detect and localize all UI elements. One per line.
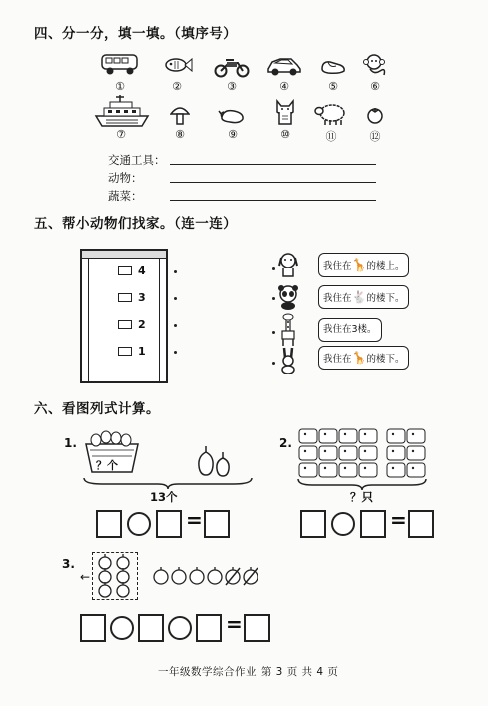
category-animals-label: 动物：: [108, 171, 143, 185]
p3-operator-circle-1[interactable]: [110, 616, 134, 640]
category-animals-line[interactable]: [170, 182, 376, 183]
category-vehicles-line[interactable]: [170, 164, 376, 165]
p1-answer-box-3[interactable]: [204, 510, 230, 538]
panda-speech-bubble: 我住在🐇的楼下。: [318, 285, 409, 309]
problem-1-brace: [82, 476, 254, 490]
category-vegetables-label: 蔬菜：: [108, 189, 143, 203]
item-label-9: ⑨: [228, 128, 238, 141]
floor-4-dot[interactable]: [174, 270, 177, 273]
apple-group-icon: [93, 553, 137, 599]
van-icon: [100, 52, 140, 76]
p3-operator-circle-2[interactable]: [168, 616, 192, 640]
floor-3-label: 3: [138, 291, 146, 304]
car-icon: [266, 55, 302, 77]
monkey-icon: [362, 53, 388, 77]
p1-answer-box-2[interactable]: [156, 510, 182, 538]
problem-1-number: 1.: [64, 436, 77, 450]
item-label-8: ⑧: [175, 128, 185, 141]
floor-1-label: 1: [138, 345, 146, 358]
item-label-6: ⑥: [370, 80, 380, 93]
eggplant-icon: [218, 105, 246, 125]
rabbit-dot[interactable]: [272, 362, 275, 365]
dog-icon: [276, 252, 300, 278]
floor-2-label: 2: [138, 318, 146, 331]
total-label: 13个: [150, 490, 178, 504]
sheep-icon: [314, 102, 348, 126]
p2-equals-sign: =: [390, 508, 407, 532]
slipper-icon: [320, 57, 346, 75]
basket-unknown-label: ？个: [96, 459, 118, 472]
p3-answer-box-2[interactable]: [138, 614, 164, 642]
p3-answer-box-1[interactable]: [80, 614, 106, 642]
mushroom-icon: [170, 104, 190, 126]
section6-heading: 六、看图列式计算。: [34, 401, 160, 417]
floor-1-dot[interactable]: [174, 351, 177, 354]
section4-heading: 四、分一分，填一填。（填序号）: [34, 26, 238, 42]
floor-3-door-icon: [118, 293, 132, 302]
floor-3-dot[interactable]: [174, 297, 177, 300]
dog-speech-bubble: 我住在🦒的楼上。: [318, 253, 409, 277]
rabbit-speech-bubble: 我住在🦒的楼下。: [318, 346, 409, 370]
panda-icon: [276, 284, 300, 310]
p1-answer-box-1[interactable]: [96, 510, 122, 538]
tomato-icon: [366, 106, 384, 124]
p2-answer-box-1[interactable]: [300, 510, 326, 538]
puppy-grid-left: [298, 428, 378, 482]
cat-icon: [274, 98, 296, 126]
p2-answer-box-2[interactable]: [360, 510, 386, 538]
item-label-12: ⑫: [369, 130, 381, 143]
item-label-5: ⑤: [328, 80, 338, 93]
floor-2-door-icon: [118, 320, 132, 329]
item-label-7: ⑦: [116, 128, 126, 141]
rabbit-icon: [278, 346, 298, 374]
category-vegetables-line[interactable]: [170, 200, 376, 201]
p1-operator-circle[interactable]: [127, 512, 151, 536]
p2-answer-box-3[interactable]: [408, 510, 434, 538]
p3-answer-box-3[interactable]: [196, 614, 222, 642]
item-label-4: ④: [279, 80, 289, 93]
puppy-grid-left-icon: [298, 428, 378, 478]
floor-4-label: 4: [138, 264, 146, 277]
item-label-10: ⑩: [280, 128, 290, 141]
item-label-11: ⑪: [325, 130, 337, 143]
two-pears-icon: [192, 442, 236, 478]
p3-equals-sign: =: [226, 612, 243, 636]
item-label-3: ③: [227, 80, 237, 93]
giraffe-dot[interactable]: [272, 331, 275, 334]
dog-dot[interactable]: [272, 267, 275, 270]
p3-answer-box-4[interactable]: [244, 614, 270, 642]
ship-icon: [94, 94, 150, 128]
item-label-1: ①: [115, 80, 125, 93]
apple-row-icon: [152, 566, 258, 586]
motorcycle-icon: [214, 54, 250, 78]
giraffe-icon: [278, 313, 298, 347]
arrow-left-icon: ←: [80, 570, 91, 584]
item-label-2: ②: [172, 80, 182, 93]
panda-dot[interactable]: [272, 297, 275, 300]
problem-3-number: 3.: [62, 557, 75, 571]
p2-operator-circle[interactable]: [331, 512, 355, 536]
problem-2-number: 2.: [279, 436, 292, 450]
floor-1-door-icon: [118, 347, 132, 356]
fish-icon: [163, 55, 193, 75]
section5-heading: 五、帮小动物们找家。（连一连）: [34, 216, 238, 232]
category-vehicles-label: 交通工具：: [108, 153, 166, 167]
p1-equals-sign: =: [186, 508, 203, 532]
page-footer: 一年级数学综合作业 第 3 页 共 4 页: [158, 666, 339, 678]
apple-group-box: [92, 552, 138, 600]
puppy-unknown-label: ？只: [350, 490, 373, 504]
floor-4-door-icon: [118, 266, 132, 275]
puppy-grid-right: [386, 428, 426, 482]
giraffe-speech-bubble: 我住在3楼。: [318, 318, 382, 342]
floor-2-dot[interactable]: [174, 324, 177, 327]
puppy-grid-right-icon: [386, 428, 426, 478]
